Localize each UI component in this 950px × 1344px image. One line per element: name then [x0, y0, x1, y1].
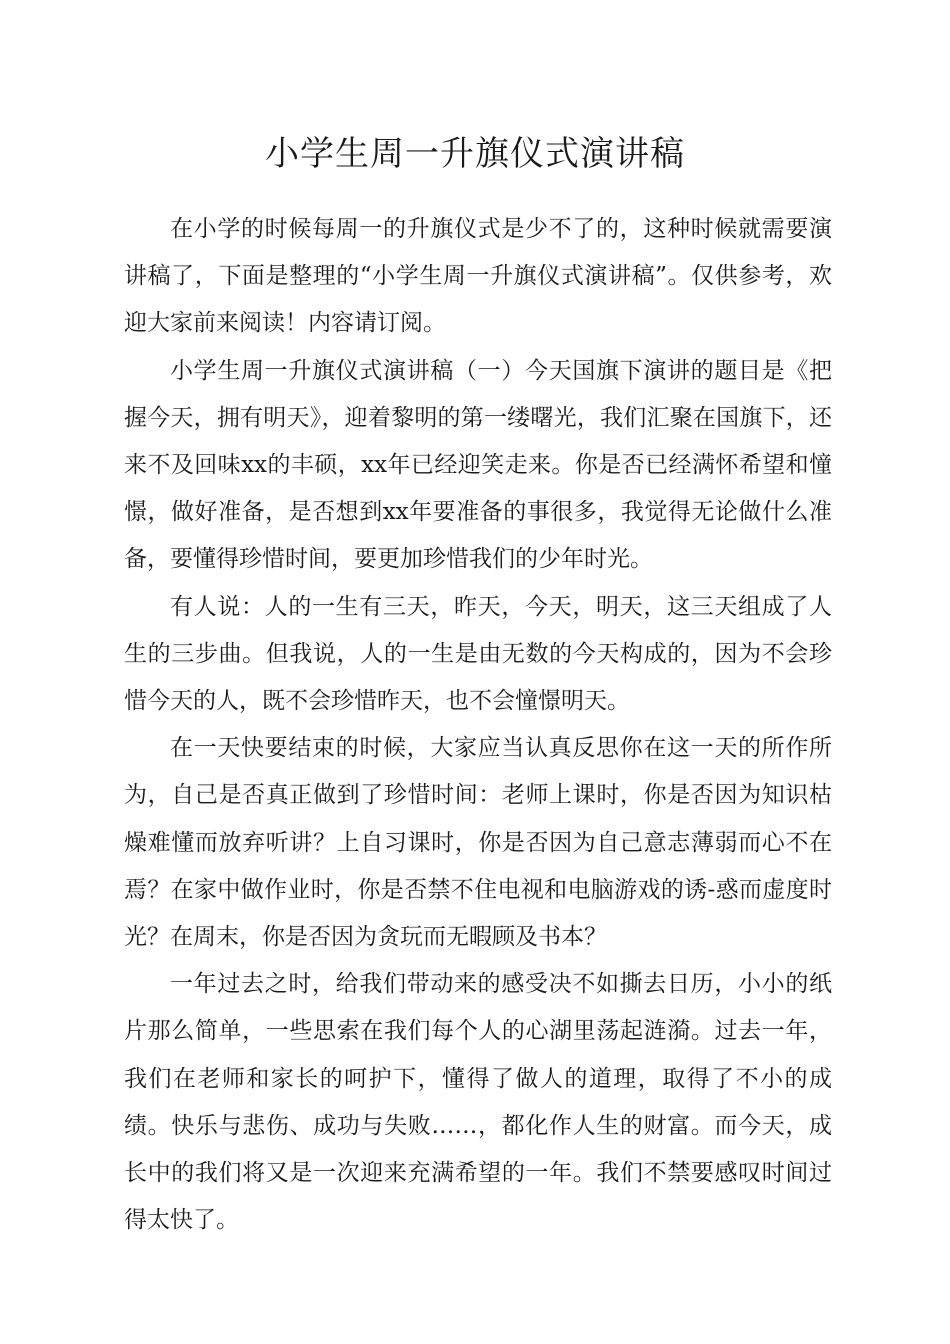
- paragraph-reflection: 在一天快要结束的时候，大家应当认真反思你在这一天的所作所为，自己是否真正做到了珍惜时间：老师上课时，你是否因为知识枯燥难懂而放弃听讲？上自习课时，你是否因为自己意志薄弱而心不在焉？在家中做作业时，你是否禁不住电视和电脑游戏的诱-惑而虚度时光？在周末，你是否因为贪玩而无暇顾及书本？: [124, 735, 832, 951]
- document-title: 小学生周一升旗仪式演讲稿: [265, 134, 685, 174]
- paragraph-speech-one: 小学生周一升旗仪式演讲稿（一）今天国旗下演讲的题目是《把握今天，拥有明天》，迎着黎明的第一缕曙光，我们汇聚在国旗下，还来不及回味xx的丰硕，xx年已经迎笑走来。你是否已经满怀希望和憧憬，做好准备，是否想到xx年要准备的事很多，我觉得无论做什么准备，要懂得珍惜时间，要更加珍惜我们的少年时光。: [124, 357, 832, 573]
- paragraph-three-days: 有人说：人的一生有三天，昨天，今天，明天，这三天组成了人生的三步曲。但我说，人的一生是由无数的今天构成的，因为不会珍惜今天的人，既不会珍惜昨天，也不会憧憬明天。: [124, 593, 832, 715]
- paragraph-year-past: 一年过去之时，给我们带动来的感受决不如撕去日历，小小的纸片那么简单，一些思索在我们每个人的心湖里荡起涟漪。过去一年，我们在老师和家长的呵护下，懂得了做人的道理，取得了不小的成绩。快乐与悲伤、成功与失败……，都化作人生的财富。而今天，成长中的我们将又是一次迎来充满希望的一年。我们不禁要感叹时间过得太快了。: [124, 971, 832, 1234]
- paragraph-intro: 在小学的时候每周一的升旗仪式是少不了的，这种时候就需要演讲稿了，下面是整理的“小学生周一升旗仪式演讲稿”。仅供参考，欢迎大家前来阅读！内容请订阅。: [124, 216, 832, 337]
- document-body: [124, 206, 832, 1244]
